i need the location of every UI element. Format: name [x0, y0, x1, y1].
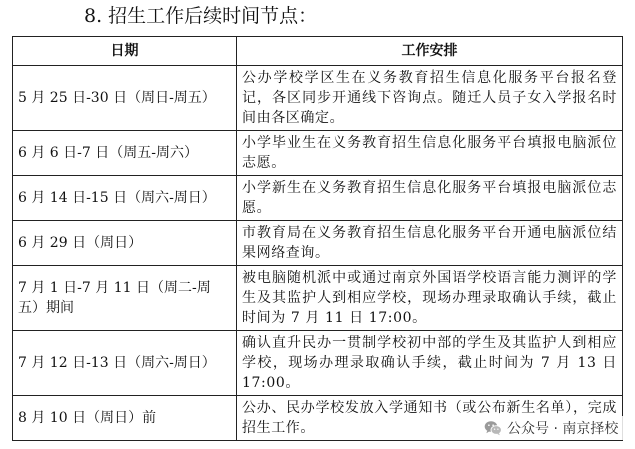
table-row — [13, 66, 623, 131]
row-date: 7 月 1 日-7 月 11 日（周二-周五）期间 — [13, 266, 237, 331]
table-row — [13, 331, 623, 396]
watermark — [480, 416, 624, 440]
row-task: 小学新生在义务教育招生信息化服务平台填报电脑派位志愿。 — [237, 176, 623, 221]
header-task: 工作安排 — [237, 37, 623, 66]
section-heading: 8. 招生工作后续时间节点： — [84, 5, 318, 27]
table-row — [13, 176, 623, 221]
row-date: 6 月 14 日-15 日（周六-周日） — [13, 176, 237, 221]
table-row — [13, 131, 623, 176]
watermark-text: 公众号 · 南京择校 — [507, 421, 619, 437]
table-row — [13, 221, 623, 266]
row-date: 5 月 25 日-30 日（周日-周五） — [13, 66, 237, 131]
wechat-icon — [484, 420, 502, 436]
row-date: 6 月 29 日（周日） — [13, 221, 237, 266]
row-date: 8 月 10 日（周日）前 — [13, 396, 237, 441]
row-task: 被电脑随机派中或通过南京外国语学校语言能力测评的学生及其监护人到相应学校，现场办理录取确认手续，截止时间为 7 月 11 日 17:00。 — [237, 266, 623, 331]
table-header-row — [13, 37, 623, 66]
row-task: 公办、民办学校发放入学通知书（或公布新生名单），完成招生工作。 — [237, 396, 623, 441]
row-date: 6 月 6 日-7 日（周五-周六） — [13, 131, 237, 176]
row-date: 7 月 12 日-13 日（周六-周日） — [13, 331, 237, 396]
header-date: 日期 — [13, 37, 237, 66]
row-task: 小学毕业生在义务教育招生信息化服务平台填报电脑派位志愿。 — [237, 131, 623, 176]
row-task: 市教育局在义务教育招生信息化服务平台开通电脑派位结果网络查询。 — [237, 221, 623, 266]
table-row — [13, 266, 623, 331]
row-task: 确认直升民办一贯制学校初中部的学生及其监护人到相应学校，现场办理录取确认手续，截止时间为 7 月 13 日 17:00。 — [237, 331, 623, 396]
schedule-table — [12, 36, 623, 441]
row-task: 公办学校学区生在义务教育招生信息化服务平台报名登记，各区同步开通线下咨询点。随迁人员子女入学报名时间由各区确定。 — [237, 66, 623, 131]
